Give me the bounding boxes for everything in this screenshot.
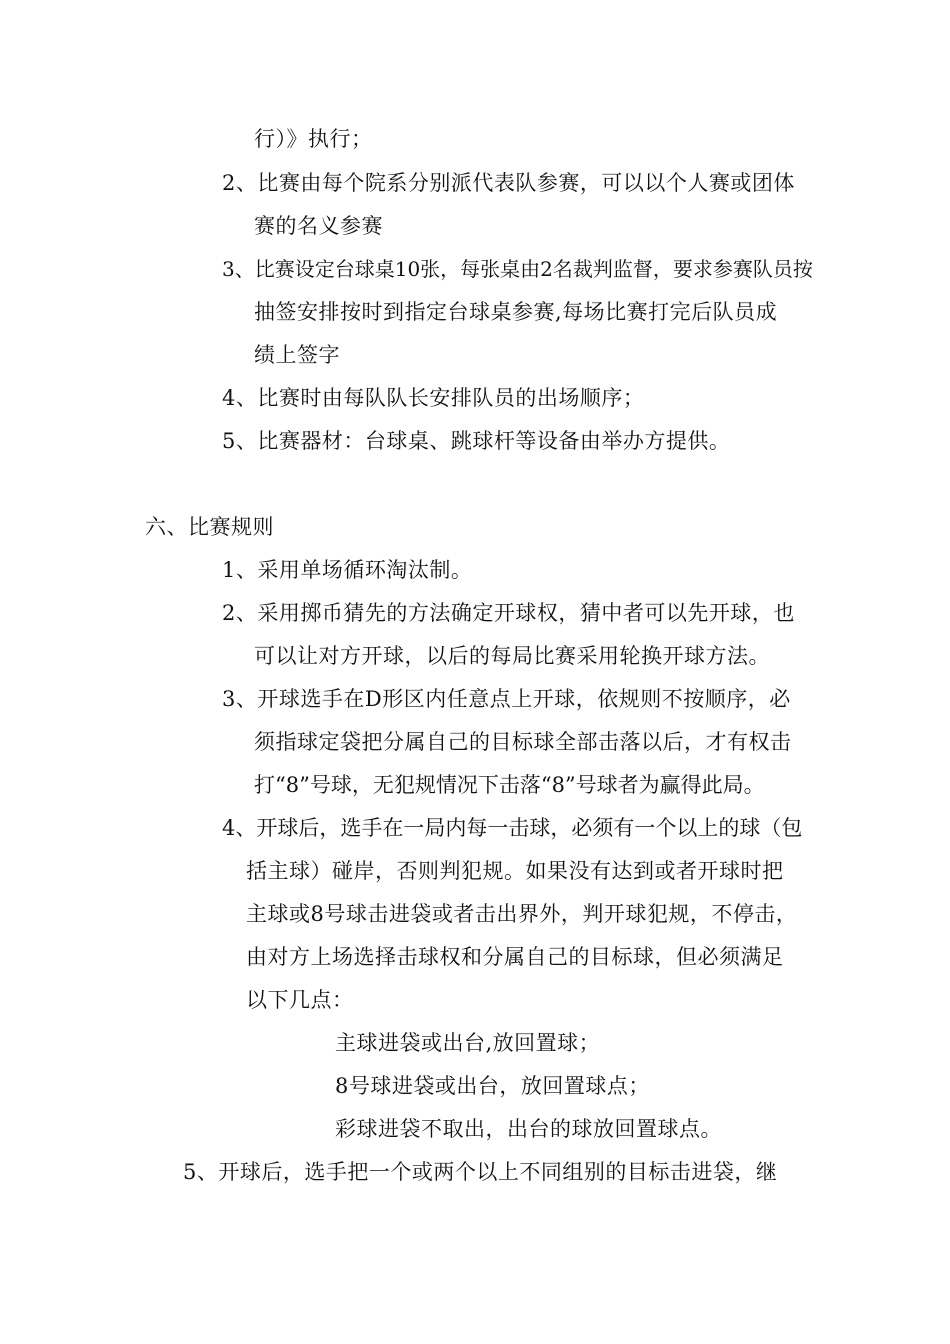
text-line: 3、比赛设定台球桌10张，每张桌由2名裁判监督，要求参赛队员按 xyxy=(222,257,813,281)
text-line: 彩球进袋不取出，出台的球放回置球点。 xyxy=(335,1117,722,1141)
text-line: 绩上签字 xyxy=(254,343,340,367)
text-line: 4、比赛时由每队队长安排队员的出场顺序； xyxy=(222,386,645,410)
text-line: 2、比赛由每个院系分别派代表队参赛，可以以个人赛或团体 xyxy=(222,171,795,195)
text-line: 抽签安排按时到指定台球桌参赛,每场比赛打完后队员成 xyxy=(254,300,778,324)
text-line: 4、开球后，选手在一局内每一击球，必须有一个以上的球（包 xyxy=(222,816,803,840)
text-line: 以下几点： xyxy=(246,988,354,1012)
section-heading: 六、比赛规则 xyxy=(145,515,274,539)
text-line: 8号球进袋或出台，放回置球点； xyxy=(335,1074,650,1098)
text-line: 5、比赛器材：台球桌、跳球杆等设备由举办方提供。 xyxy=(222,429,731,453)
text-line: 1、采用单场循环淘汰制。 xyxy=(222,558,473,582)
text-line: 行）》执行； xyxy=(254,127,373,151)
text-line: 5、开球后，选手把一个或两个以上不同组别的目标击进袋，继 xyxy=(183,1160,778,1184)
text-line: 须指球定袋把分属自己的目标球全部击落以后，才有权击 xyxy=(254,730,792,754)
text-line: 主球进袋或出台,放回置球； xyxy=(335,1031,601,1055)
text-line: 可以让对方开球，以后的每局比赛采用轮换开球方法。 xyxy=(254,644,770,668)
text-line: 赛的名义参赛 xyxy=(254,214,383,238)
text-line: 打“8”号球，无犯规情况下击落“8”号球者为赢得此局。 xyxy=(254,773,765,797)
text-line: 2、采用掷币猜先的方法确定开球权，猜中者可以先开球，也 xyxy=(222,601,795,625)
text-line: 主球或8号球击进袋或者击出界外，判开球犯规，不停击， xyxy=(246,902,798,926)
text-line: 3、开球选手在D形区内任意点上开球，依规则不按顺序，必 xyxy=(222,687,791,711)
text-line: 由对方上场选择击球权和分属自己的目标球，但必须满足 xyxy=(246,945,784,969)
text-line: 括主球）碰岸，否则判犯规。如果没有达到或者开球时把 xyxy=(246,859,784,883)
